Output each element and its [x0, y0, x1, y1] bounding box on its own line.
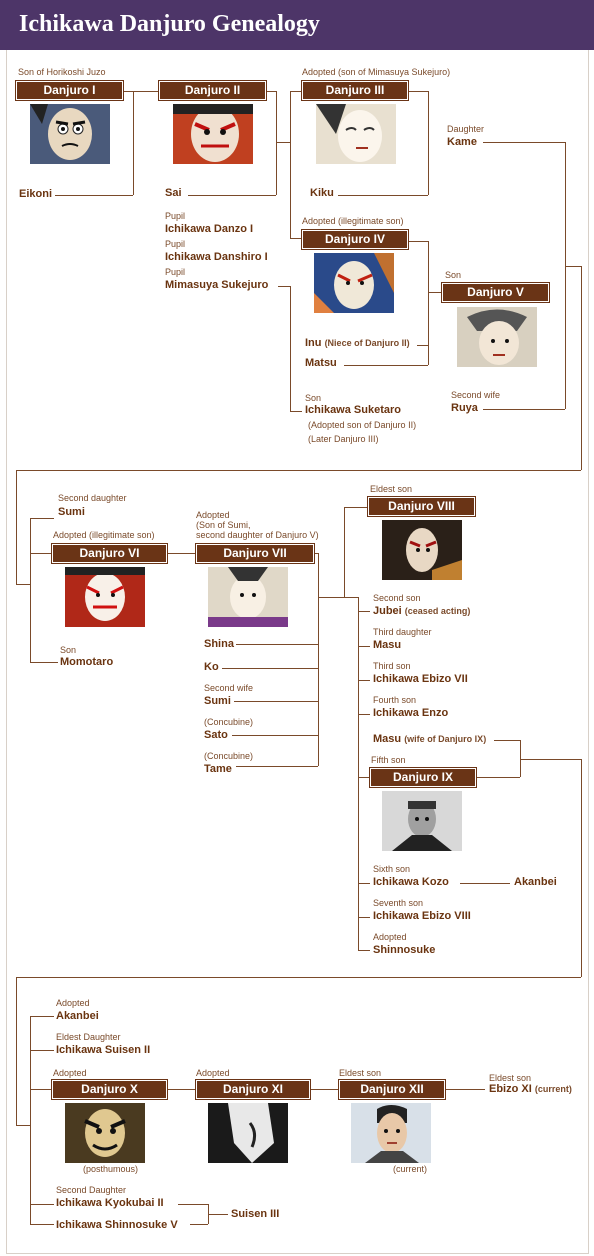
connector: [417, 345, 428, 346]
label-son-of-horikoshi: Son of Horikoshi Juzo: [18, 67, 106, 77]
connector: [30, 662, 58, 663]
node-suisen-3: Suisen III: [231, 1208, 280, 1220]
node-shinnosuke-5: Ichikawa Shinnosuke V: [56, 1219, 178, 1231]
connector: [428, 292, 442, 293]
connector: [30, 1204, 54, 1205]
label-concubine: (Concubine): [204, 751, 254, 761]
node-ebizo-11: [489, 1083, 572, 1095]
node-ko: Ko: [204, 661, 219, 673]
connector: [133, 91, 159, 92]
label-pupil: Pupil: [165, 211, 186, 221]
page-title: Ichikawa Danjuro Genealogy: [19, 11, 320, 37]
connector: [123, 91, 133, 92]
connector: [167, 1089, 196, 1090]
connector: [318, 553, 319, 766]
label-danjuro-6: Adopted (illegitimate son): [53, 530, 155, 540]
label-third-daughter: Third daughter: [373, 627, 432, 637]
connector: [234, 701, 318, 702]
danjuro-11-box[interactable]: Danjuro XI: [196, 1080, 310, 1099]
danjuro-6-portrait: [65, 567, 145, 627]
connector: [16, 977, 17, 1125]
node-masu: Masu: [373, 639, 402, 651]
danjuro-9-portrait: [382, 791, 462, 851]
label-second-daughter-d5: second daughter of Danjuro V): [196, 530, 319, 540]
danjuro-7-box[interactable]: Danjuro VII: [196, 544, 314, 563]
connector: [290, 238, 302, 239]
danjuro-12-box[interactable]: Danjuro XII: [339, 1080, 445, 1099]
connector: [565, 142, 566, 409]
note-suketaro-1: (Adopted son of Danjuro II): [308, 420, 417, 430]
connector: [344, 597, 358, 598]
connector: [358, 883, 370, 884]
label-adopted: Adopted: [196, 1068, 230, 1078]
connector: [188, 195, 276, 196]
connector: [445, 1089, 485, 1090]
label-second-daughter-2: Second Daughter: [56, 1185, 127, 1195]
connector: [358, 714, 370, 715]
node-kyokubai: Ichikawa Kyokubai II: [56, 1197, 164, 1209]
node-sukejuro: Mimasuya Sukejuro: [165, 279, 269, 291]
connector: [16, 584, 30, 585]
danjuro-5-portrait: [457, 307, 537, 367]
connector: [30, 1224, 54, 1225]
connector: [30, 1016, 31, 1224]
node-akanbei: Akanbei: [514, 876, 557, 888]
connector: [358, 611, 370, 612]
danjuro-6-box[interactable]: Danjuro VI: [52, 544, 167, 563]
node-kiku: Kiku: [310, 187, 334, 199]
label-son: Son: [60, 645, 77, 655]
danjuro-3-portrait: [316, 104, 396, 164]
connector: [290, 91, 302, 92]
label-adopted: Adopted: [196, 510, 230, 520]
connector: [30, 518, 31, 662]
node-masu-wife: [373, 733, 486, 745]
connector: [236, 644, 318, 645]
node-ebizo-11-note: (current): [534, 1084, 572, 1094]
connector: [565, 266, 581, 267]
connector: [408, 241, 428, 242]
node-sumi: Sumi: [58, 506, 85, 518]
node-inu-note: (Niece of Danjuro II): [324, 338, 410, 348]
node-sumi-2: Sumi: [204, 695, 231, 707]
note-suketaro-2: (Later Danjuro III): [308, 434, 379, 444]
node-jubei-note: (ceased acting): [404, 606, 471, 616]
danjuro-1-portrait: [30, 104, 110, 164]
danjuro-12-portrait: [351, 1103, 431, 1163]
connector: [520, 759, 581, 760]
label-adopted-illegitimate: Adopted (illegitimate son): [302, 216, 404, 226]
connector: [178, 1204, 208, 1205]
connector: [236, 766, 318, 767]
connector: [344, 507, 368, 508]
connector: [190, 1224, 208, 1225]
node-masu-wife-note: (wife of Danjuro IX): [404, 734, 487, 744]
connector: [581, 759, 582, 977]
connector: [276, 91, 277, 195]
connector: [266, 91, 276, 92]
node-jubei-name: Jubei: [373, 605, 402, 617]
danjuro-4-box[interactable]: Danjuro IV: [302, 230, 408, 249]
label-eldest-son: Eldest son: [370, 484, 413, 494]
danjuro-5-box[interactable]: Danjuro V: [442, 283, 549, 302]
node-ebizo-8: Ichikawa Ebizo VIII: [373, 910, 471, 922]
label-adopted-mimasuya: Adopted (son of Mimasuya Sukejuro): [302, 67, 451, 77]
node-ruya: Ruya: [451, 402, 478, 414]
connector: [318, 597, 344, 598]
connector: [290, 286, 291, 411]
danjuro-10-portrait: [65, 1103, 145, 1163]
node-inu-name: Inu: [305, 337, 322, 349]
connector: [16, 470, 17, 584]
node-danzo: Ichikawa Danzo I: [165, 223, 254, 235]
node-matsu: Matsu: [305, 357, 337, 369]
connector: [310, 1089, 339, 1090]
label-seventh-son: Seventh son: [373, 898, 424, 908]
label-eldest-son: Eldest son: [489, 1073, 532, 1083]
connector: [208, 1214, 228, 1215]
connector: [344, 507, 345, 597]
connector: [476, 777, 520, 778]
label-pupil: Pupil: [165, 239, 186, 249]
connector: [483, 409, 565, 410]
connector: [460, 883, 510, 884]
label-second-son: Second son: [373, 593, 421, 603]
node-kame: Kame: [447, 136, 477, 148]
connector: [358, 597, 359, 950]
connector: [167, 553, 196, 554]
danjuro-7-portrait: [208, 567, 288, 627]
label-sixth-son: Sixth son: [373, 864, 411, 874]
label-daughter: Daughter: [447, 124, 485, 134]
danjuro-8-box[interactable]: Danjuro VIII: [368, 497, 475, 516]
label-second-wife: Second wife: [204, 683, 254, 693]
connector: [222, 668, 318, 669]
connector: [483, 142, 565, 143]
connector: [30, 1089, 52, 1090]
label-adopted: Adopted: [373, 932, 407, 942]
label-son: Son: [305, 393, 322, 403]
label-fifth-son: Fifth son: [371, 755, 406, 765]
connector: [30, 1050, 54, 1051]
danjuro-8-portrait: [382, 520, 462, 580]
connector: [16, 1125, 30, 1126]
connector: [16, 470, 581, 471]
label-third-son: Third son: [373, 661, 411, 671]
danjuro-9-box[interactable]: Danjuro IX: [370, 768, 476, 787]
label-fourth-son: Fourth son: [373, 695, 417, 705]
node-masu-wife-name: Masu: [373, 733, 402, 745]
note-current: (current): [393, 1164, 428, 1174]
label-eldest-son: Eldest son: [339, 1068, 382, 1078]
label-second-daughter: Second daughter: [58, 493, 127, 503]
connector: [408, 91, 428, 92]
connector: [358, 950, 370, 951]
header-bar: [0, 0, 594, 50]
connector: [133, 91, 134, 195]
connector: [581, 266, 582, 470]
danjuro-4-portrait: [314, 253, 394, 313]
connector: [55, 195, 133, 196]
connector: [428, 91, 429, 195]
node-danshiro: Ichikawa Danshiro I: [165, 251, 268, 263]
node-jubei: [373, 605, 470, 617]
node-shina: Shina: [204, 638, 234, 650]
node-tame: Tame: [204, 763, 232, 775]
node-sato: Sato: [204, 729, 228, 741]
label-concubine: (Concubine): [204, 717, 254, 727]
connector: [278, 286, 290, 287]
connector: [428, 241, 429, 365]
node-eikoni: Eikoni: [19, 188, 53, 200]
connector: [30, 518, 54, 519]
label-eldest-daughter: Eldest Daughter: [56, 1032, 121, 1042]
danjuro-3-box[interactable]: Danjuro III: [302, 81, 408, 100]
danjuro-10-box[interactable]: Danjuro X: [52, 1080, 167, 1099]
node-enzo: Ichikawa Enzo: [373, 707, 449, 719]
danjuro-2-portrait: [173, 104, 253, 164]
label-adopted: Adopted: [53, 1068, 87, 1078]
connector: [290, 411, 302, 412]
label-pupil: Pupil: [165, 267, 186, 277]
label-son: Son: [445, 270, 462, 280]
node-kozo: Ichikawa Kozo: [373, 876, 449, 888]
connector: [30, 553, 52, 554]
connector: [358, 646, 370, 647]
node-inu: [305, 337, 410, 349]
danjuro-1-box[interactable]: Danjuro I: [16, 81, 123, 100]
node-suisen-2: Ichikawa Suisen II: [56, 1044, 151, 1056]
connector: [232, 735, 318, 736]
connector: [338, 195, 428, 196]
node-shinnosuke: Shinnosuke: [373, 944, 436, 956]
node-momotaro: Momotaro: [60, 656, 114, 668]
connector: [290, 91, 291, 238]
danjuro-2-box[interactable]: Danjuro II: [159, 81, 266, 100]
node-ebizo-7: Ichikawa Ebizo VII: [373, 673, 468, 685]
connector: [358, 680, 370, 681]
label-adopted: Adopted: [56, 998, 90, 1008]
node-suketaro: Ichikawa Suketaro: [305, 404, 401, 416]
note-posthumous: (posthumous): [83, 1164, 139, 1174]
label-son-of-sumi: (Son of Sumi,: [196, 520, 251, 530]
connector: [30, 1016, 54, 1017]
danjuro-11-portrait: [208, 1103, 288, 1163]
node-sai: Sai: [165, 187, 182, 199]
connector: [358, 917, 370, 918]
node-akanbei-adopted: Akanbei: [56, 1010, 99, 1022]
label-second-wife: Second wife: [451, 390, 501, 400]
connector: [344, 365, 428, 366]
connector: [358, 777, 370, 778]
connector: [16, 977, 581, 978]
connector: [276, 142, 290, 143]
connector: [494, 740, 520, 741]
node-ebizo-11-name: Ebizo XI: [489, 1083, 532, 1095]
